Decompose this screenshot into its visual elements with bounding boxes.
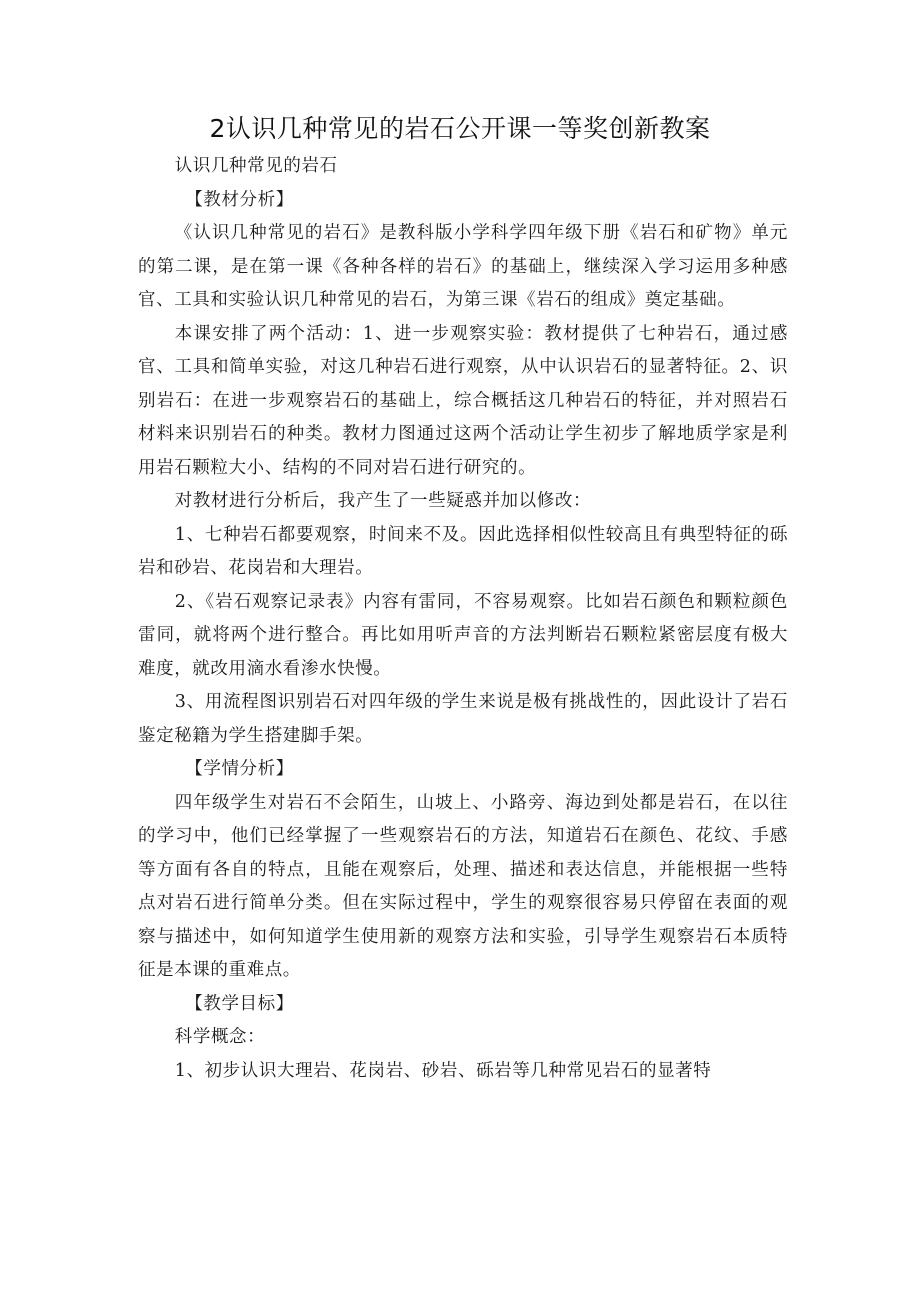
paragraph: 本课安排了两个活动：1、进一步观察实验：教材提供了七种岩石，通过感官、工具和简单实验，对这几种岩石进行观察，从中认识岩石的显著特征。2、识别岩石：在进一步观察岩石的基础上，综合概括这几种岩石的特征，并对照岩石材料来识别岩石的种类。教材力图通过这两个活动让学生初步了解地质学家是利用岩石颗粒大小、结构的不同对岩石进行研究的。 [138, 323, 788, 478]
document-body [138, 150, 788, 1088]
subheading-science-concepts: 科学概念： [174, 1027, 266, 1047]
section-heading-student-analysis: 【学情分析】 [185, 759, 294, 779]
list-item: 1、七种岩石都要观察，时间来不及。因此选择相似性较高且有典型特征的砾岩和砂岩、花岗岩和大理岩。 [138, 524, 788, 578]
list-item: 2、《岩石观察记录表》内容有雷同，不容易观察。比如岩石颜色和颗粒颜色雷同，就将两个进行整合。再比如用听声音的方法判断岩石颗粒紧密层度有极大难度，就改用滴水看渗水快慢。 [138, 591, 788, 679]
lesson-name: 认识几种常见的岩石 [174, 156, 338, 176]
section-heading-textbook-analysis: 【教材分析】 [185, 189, 294, 210]
paragraph: 对教材进行分析后，我产生了一些疑惑并加以修改： [174, 491, 592, 511]
paragraph: 四年级学生对岩石不会陌生，山坡上、小路旁、海边到处都是岩石，在以往的学习中，他们已经掌握了一些观察岩石的方法，知道岩石在颜色、花纹、手感等方面有各自的特点，且能在观察后，处理、描述和表达信息，并能根据一些特点对岩石进行简单分类。但在实际过程中，学生的观察很容易只停留在表面的观察与描述中，如何知道学生使用新的观察方法和实验，引导学生观察岩石本质特征是本课的重难点。 [138, 792, 788, 980]
list-item: 3、用流程图识别岩石对四年级的学生来说是极有挑战性的，因此设计了岩石鉴定秘籍为学生搭建脚手架。 [138, 692, 788, 746]
list-item: 1、初步认识大理岩、花岗岩、砂岩、砾岩等几种常见岩石的显著特 [174, 1060, 712, 1081]
paragraph: 《认识几种常见的岩石》是教科版小学科学四年级下册《岩石和矿物》单元的第二课，是在第一课《各种各样的岩石》的基础上，继续深入学习运用多种感官、工具和实验认识几种常见的岩石，为第三课《岩石的组成》奠定基础。 [138, 223, 788, 310]
document-title: 2认识几种常见的岩石公开课一等奖创新教案 [209, 114, 711, 143]
section-heading-teaching-goals: 【教学目标】 [185, 993, 294, 1014]
